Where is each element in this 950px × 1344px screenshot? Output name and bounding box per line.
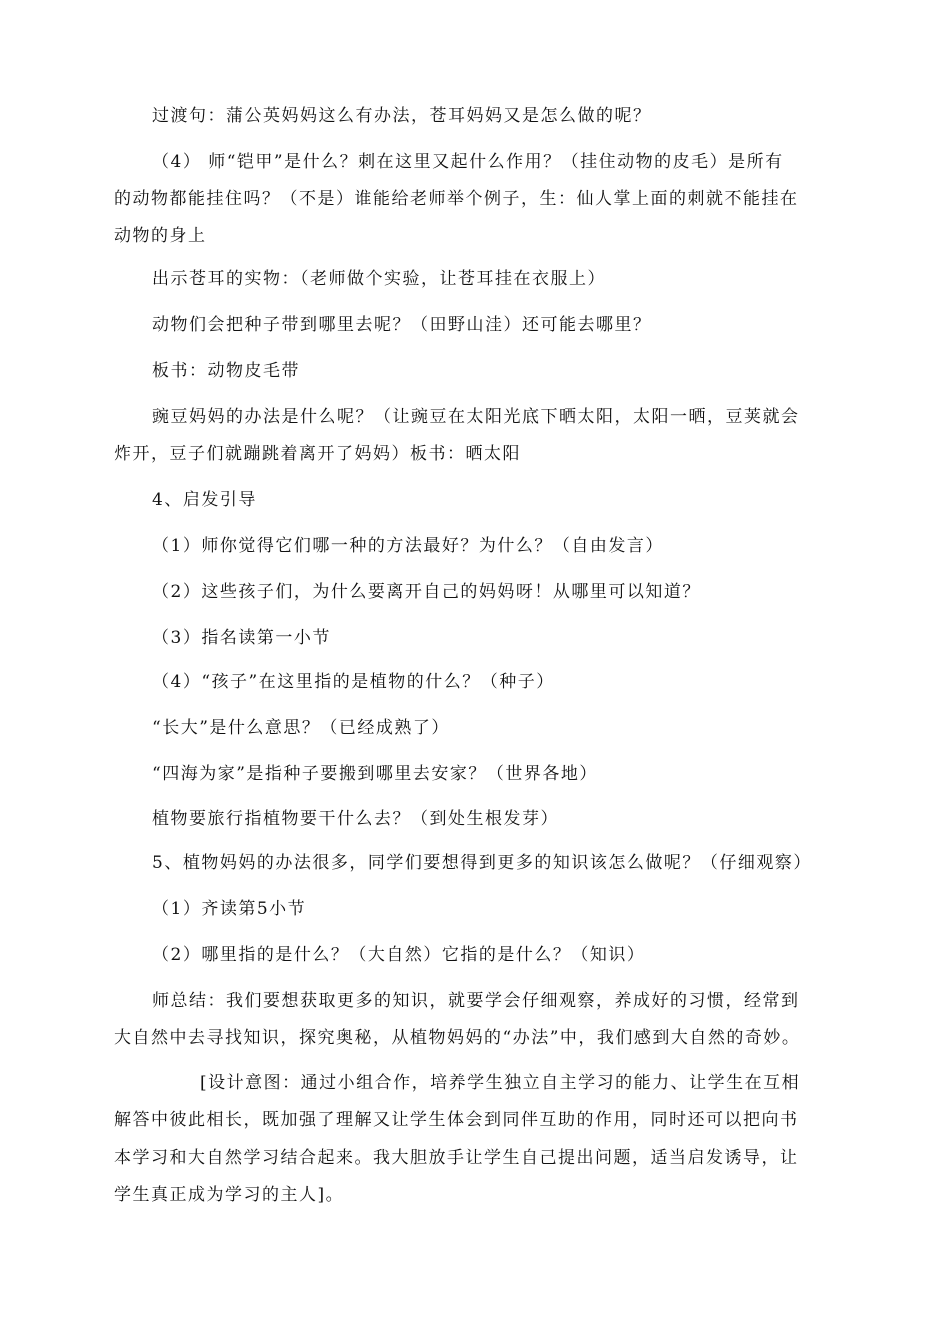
paragraph-line: 炸开，豆子们就蹦跳着离开了妈妈）板书：晒太阳	[114, 444, 521, 464]
paragraph-line: 大自然中去寻找知识，探究奥秘，从植物妈妈的“办法”中，我们感到大自然的奇妙。	[114, 1028, 801, 1048]
paragraph-line: 植物要旅行指植物要干什么去？（到处生根发芽）	[152, 809, 559, 829]
paragraph-line: （2）哪里指的是什么？（大自然）它指的是什么？（知识）	[152, 945, 646, 965]
paragraph-line: 5、植物妈妈的办法很多，同学们要想得到更多的知识该怎么做呢？（仔细观察）	[152, 853, 812, 873]
paragraph-line: 动物们会把种子带到哪里去呢？（田野山洼）还可能去哪里？	[152, 315, 652, 335]
paragraph-line: “四海为家”是指种子要搬到哪里去安家？（世界各地）	[152, 764, 598, 784]
paragraph-line: 学生真正成为学习的主人]。	[114, 1185, 345, 1205]
paragraph-line: “长大”是什么意思？（已经成熟了）	[152, 718, 450, 738]
paragraph-line: （4） 师“铠甲”是什么？刺在这里又起什么作用？（挂住动物的皮毛）是所有	[152, 152, 784, 172]
paragraph-line: [设计意图：通过小组合作，培养学生独立自主学习的能力、让学生在互相	[200, 1073, 801, 1093]
paragraph-line: 本学习和大自然学习结合起来。我大胆放手让学生自己提出问题，适当启发诱导，让	[114, 1148, 799, 1168]
paragraph-line: （2）这些孩子们，为什么要离开自己的妈妈呀！从哪里可以知道？	[152, 582, 701, 602]
paragraph-line: 解答中彼此相长，既加强了理解又让学生体会到同伴互助的作用，同时还可以把向书	[114, 1110, 799, 1130]
paragraph-line: 板书：动物皮毛带	[152, 361, 300, 381]
paragraph-line: 出示苍耳的实物：（老师做个实验，让苍耳挂在衣服上）	[152, 269, 606, 289]
paragraph-line: （4）“孩子”在这里指的是植物的什么？（种子）	[152, 672, 555, 692]
paragraph-line: 4、启发引导	[152, 490, 257, 510]
paragraph-line: 师总结：我们要想获取更多的知识，就要学会仔细观察，养成好的习惯，经常到	[152, 991, 800, 1011]
paragraph-line: 的动物都能挂住吗？（不是）谁能给老师举个例子，生：仙人掌上面的刺就不能挂在	[114, 189, 799, 209]
paragraph-line: （1）齐读第5小节	[152, 899, 307, 919]
paragraph-line: （1）师你觉得它们哪一种的方法最好？为什么？（自由发言）	[152, 536, 664, 556]
paragraph-line: 动物的身上	[114, 226, 207, 246]
paragraph-line: （3）指名读第一小节	[152, 628, 331, 648]
paragraph-line: 豌豆妈妈的办法是什么呢？（让豌豆在太阳光底下晒太阳，太阳一晒，豆荚就会	[152, 407, 800, 427]
paragraph-line: 过渡句：蒲公英妈妈这么有办法，苍耳妈妈又是怎么做的呢？	[152, 106, 652, 126]
